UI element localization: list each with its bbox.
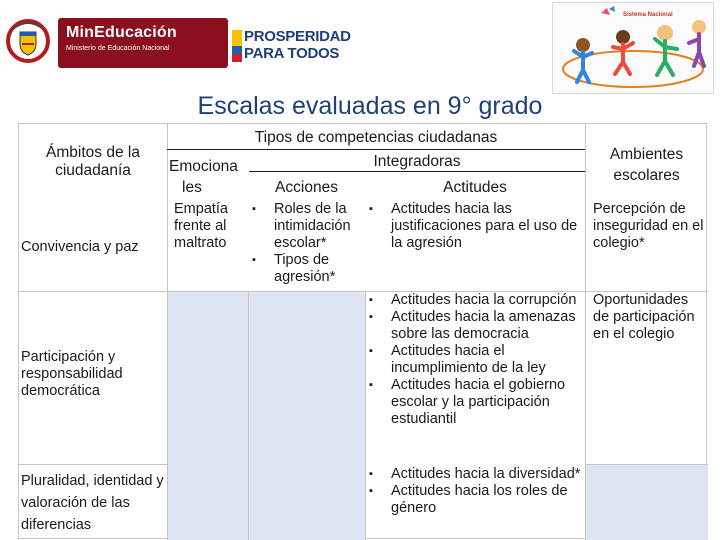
list-item: ▪ Actitudes hacia los roles de género (365, 483, 585, 517)
emocionales-convivencia: Empatía frente al maltrato (174, 201, 228, 251)
children-playing-illustration-icon (553, 3, 714, 94)
list-item: ▪ Roles de la intimidación escolar* (248, 201, 366, 252)
sistema-nacional-kids-illustration (552, 2, 714, 94)
empty-cell-emocionales-participacion (167, 291, 248, 540)
ambito-participacion: Participación y responsabilidad democrática (21, 349, 123, 399)
list-item: ▪ Actitudes hacia la amenazas sobre las democracia (365, 309, 585, 343)
actitudes-pluralidad-list (365, 466, 585, 517)
flag-bars-icon (232, 30, 242, 62)
list-item: ▪ Actitudes hacia la diversidad* (365, 466, 585, 483)
header-actitudes: Actitudes (443, 179, 507, 196)
competencias-table (18, 123, 707, 539)
header-emocionales-line2: les (182, 179, 202, 196)
header-ambientes: Ambientes escolares (609, 146, 684, 184)
list-item: ▪ Actitudes hacia las justificaciones para el uso de la agresión (365, 201, 585, 252)
list-item: ▪ Tipos de agresión* (248, 252, 366, 286)
list-item: ▪ Actitudes hacia la corrupción (365, 292, 585, 309)
empty-cell-acciones-participacion (248, 291, 365, 540)
ambito-convivencia: Convivencia y paz (21, 239, 139, 255)
prosperidad-para-todos-logo (232, 26, 352, 66)
list-item: ▪ Actitudes hacia el incumplimiento de la ley (365, 343, 585, 377)
header-ambitos: Ámbitos de la ciudadanía (46, 144, 140, 179)
header-acciones: Acciones (275, 179, 338, 196)
coat-of-arms-icon (6, 14, 50, 68)
header-integradoras: Integradoras (373, 153, 461, 170)
header-tipos-competencias: Tipos de competencias ciudadanas (254, 129, 498, 146)
actitudes-convivencia-list (365, 201, 585, 252)
prosperidad-line1: PROSPERIDAD (244, 28, 351, 45)
colombia-coat-of-arms-logo (6, 14, 50, 68)
mineducacion-logo (58, 18, 228, 68)
list-item: ▪ Actitudes hacia el gobierno escolar y la participación estudiantil (365, 377, 585, 428)
mineducacion-subtitle: Ministerio de Educación Nacional (66, 45, 170, 52)
mineducacion-title: MinEducación (66, 24, 177, 41)
empty-cell-ambientes-pluralidad (585, 464, 708, 540)
acciones-convivencia-list (248, 201, 366, 286)
prosperidad-line2: PARA TODOS (244, 45, 340, 62)
actitudes-participacion-list (365, 292, 585, 428)
header-emocionales (169, 156, 249, 198)
sistema-logo-text: Sistema Nacional (623, 12, 673, 18)
page-title: Escalas evaluadas en 9° grado (197, 92, 543, 120)
ambientes-convivencia: Percepción de inseguridad en el colegio* (593, 201, 704, 251)
header-emocionales-line1: Emociona (169, 158, 238, 175)
ambientes-participacion: Oportunidades de participación en el colegio (593, 292, 695, 342)
ambito-pluralidad: Pluralidad, identidad y valoración de las diferencias (21, 473, 164, 533)
